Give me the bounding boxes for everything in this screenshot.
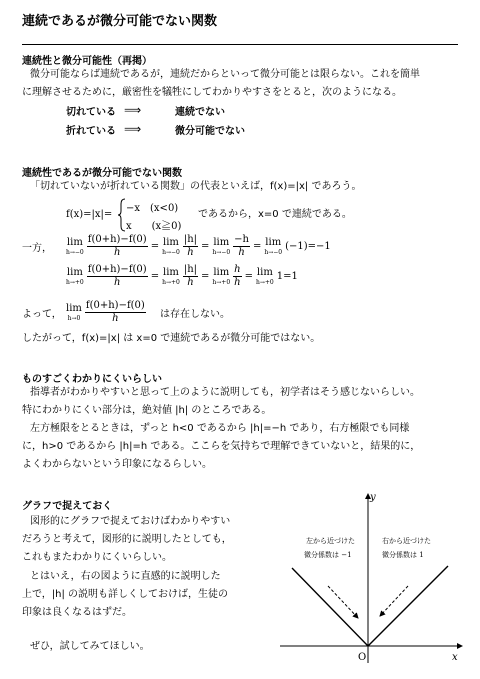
right-limit-equation: lim h→+0 $\frac{f(0+h)-f(0)}{h}$ = lim h→+0 $\frac{|h|}{h}$ = lim h→+0 $\frac{h}{h}$ = lim h→+0 1=1 [66, 264, 298, 288]
s3-line2: 特にわかりにくい部分は，絶対値 |h| のところである。 [22, 405, 272, 416]
graph-left-branch [292, 568, 368, 646]
s4-line2: だろうと考えて，図形的に説明したとしても， [22, 534, 232, 545]
right-note-1: 右から近づけた [382, 537, 431, 545]
section-heading-abs-function: 連続性であるが微分可能でない関数 [22, 168, 182, 179]
s1-row2-right: 微分可能でない [175, 126, 245, 137]
right-note-2: 微分係数は 1 [382, 551, 424, 559]
s1-paragraph-line2: に理解させるために，厳密性を犠牲にしてわかりやすさをとると，次のようになる。 [22, 87, 402, 98]
s1-row1-left: 切れている [66, 107, 116, 118]
s2-conclusion: したがって，f(x)=|x| は x=0 で連続であるが微分可能ではない。 [22, 333, 321, 344]
case-nonnegative: x (x≧0) [126, 221, 182, 232]
s4-line6: 印象は良くなるはずだ。 [22, 607, 132, 618]
case-negative: −x (x<0) [126, 203, 179, 214]
section-heading-continuity: 連続性と微分可能性（再掲） [22, 56, 152, 67]
s4-line3: これもまたわかりにくいらしい。 [22, 552, 172, 563]
left-limit-equation: lim h→−0 $\frac{f(0+h)-f(0)}{h}$ = lim h→−0 $\frac{|h|}{h}$ = lim h→−0 $\frac{-h}{h}$ = lim h→−0 (−1)=−1 [66, 234, 331, 258]
ippou-label: 一方， [22, 243, 52, 254]
graph-right-branch [368, 566, 448, 646]
limit-not-exist-equation: lim h→0 $\frac{f(0+h)-f(0)}{h}$ [66, 300, 145, 324]
left-note-2: 微分係数は −1 [304, 551, 352, 559]
right-approach-arrow [380, 586, 408, 616]
implies-arrow-2: ⟹ [124, 122, 142, 136]
s4-line4: とはいえ，右の図ように直感的に説明した [30, 571, 221, 582]
s1-row1-right: 連続でない [175, 107, 225, 118]
s4-line1: 図形的にグラフで捉えておけばわかりやすい [30, 516, 231, 527]
left-approach-arrow [328, 586, 358, 618]
abs-value-graph [270, 488, 470, 668]
title-rule [22, 44, 458, 45]
s3-line4: に，h>0 であるから |h|=h である。ここらを気持ちで理解できていないと，結果的に， [22, 441, 421, 452]
y-axis-label: y [370, 492, 376, 503]
s1-row2-left: 折れている [66, 126, 116, 137]
s3-line5: よくわからないという印象になるらしい。 [22, 459, 212, 470]
s2-intro: 「切れていないが折れている関数」の代表といえば，f(x)=|x| であろう。 [30, 181, 362, 192]
s3-line1: 指導者がわかりやすいと思って上のように説明しても，初学者はそう感じないらしい。 [30, 387, 420, 398]
case-brace [118, 198, 126, 232]
s4-line7: ぜひ，試してみてほしい。 [30, 641, 150, 652]
yotte-label: よって， [22, 309, 62, 320]
origin-label: O [358, 652, 367, 663]
s3-line3: 左方極限をとるときは，ずっと h<0 であるから |h|=−h であり，右方極限でも同様 [30, 423, 410, 434]
section-heading-graph: グラフで捉えておく [22, 501, 113, 512]
section-heading-hard-to-understand: ものすごくわかりにくいらしい [22, 374, 162, 385]
x-axis-label: x [452, 652, 458, 663]
implies-arrow-1: ⟹ [124, 103, 142, 117]
def-lhs: f(x)=|x|= [66, 209, 113, 220]
def-tail: であるから，x=0 で連続である。 [198, 209, 352, 220]
left-note-1: 左から近づけた [306, 537, 355, 545]
s1-paragraph-line1: 微分可能ならば連続であるが，連続だからといって微分可能とは限らない。これを簡単 [30, 69, 420, 80]
page-title: 連続であるが微分可能でない関数 [22, 14, 218, 29]
s4-line5: 上で，|h| の説明も詳しくしておけば，生徒の [22, 589, 229, 600]
not-exist-text: は存在しない。 [160, 309, 230, 320]
